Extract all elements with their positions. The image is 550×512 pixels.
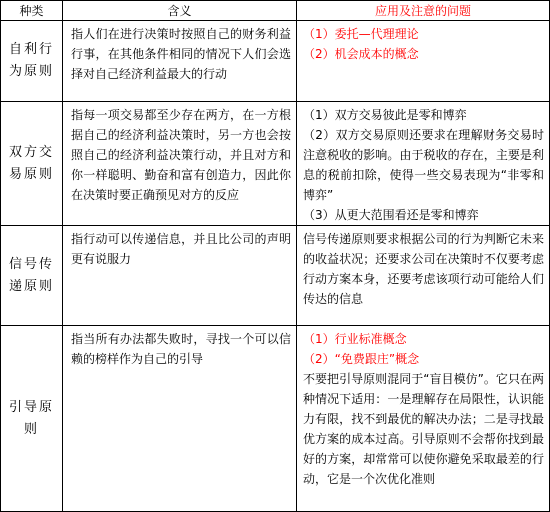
table-row [1, 326, 549, 511]
principle-meaning: 指每一项交易都至少存在两方，在一方根据自己的经济利益决策时，另一方也会按照自己的经济利益决策行动，并且对方和你一样聪明、勤奋和富有创造力，因此你在决策时要正确预见对方的反应 [63, 102, 297, 225]
note-line: （3）从更大范围看还是零和博弈 [303, 208, 479, 222]
principle-name: 自利行为原则 [1, 21, 63, 101]
note-line: 不要把引导原则混同于“盲目模仿”。它只在两种情况下适用：一是理解存在局限性，认识能力有限，找不到最优的解决办法；二是寻找最优方案的成本过高。引导原则不会帮你找到最好的方案，却常常可以使你避免采取最差的行动，它是一个次优化准则 [303, 372, 544, 486]
principle-name: 信号传递原则 [1, 226, 63, 325]
principle-notes [297, 21, 549, 101]
note-line: （1）双方交易彼此是零和博弈 [303, 108, 467, 122]
principle-meaning: 指行动可以传递信息，并且比公司的声明更有说服力 [63, 226, 297, 325]
table-row [1, 21, 549, 102]
note-line: （2）双方交易原则还要求在理解财务交易时注意税收的影响。由于税收的存在，主要是利息的税前扣除，使得一些交易表现为“非零和博弈” [303, 128, 544, 202]
note-line: 信号传递原则要求根据公司的行为判断它未来的收益状况；还要求公司在决策时不仅要考虑行动方案本身，还要考虑该项行动可能给人们传达的信息 [303, 232, 544, 306]
header-meaning: 含义 [63, 1, 297, 20]
table-header-row [1, 1, 549, 21]
note-line: （1）委托—代理理论 [303, 27, 419, 41]
principle-notes [297, 102, 549, 225]
header-notes: 应用及注意的问题 [374, 4, 471, 18]
note-line: （1）行业标准概念 [303, 332, 407, 346]
table-row [1, 102, 549, 226]
header-category: 种类 [1, 1, 63, 20]
principle-name: 引导原则 [1, 326, 63, 511]
note-line: （2）“免费跟庄”概念 [303, 352, 420, 366]
table-row [1, 226, 549, 326]
principle-notes [297, 226, 549, 325]
principle-meaning: 指人们在进行决策时按照自己的财务利益行事，在其他条件相同的情况下人们会选择对自己经济利益最大的行动 [63, 21, 297, 101]
principle-name: 双方交易原则 [1, 102, 63, 225]
principle-notes [297, 326, 549, 511]
note-line: （2）机会成本的概念 [303, 47, 419, 61]
principle-meaning: 指当所有办法都失败时，寻找一个可以信赖的榜样作为自己的引导 [63, 326, 297, 511]
